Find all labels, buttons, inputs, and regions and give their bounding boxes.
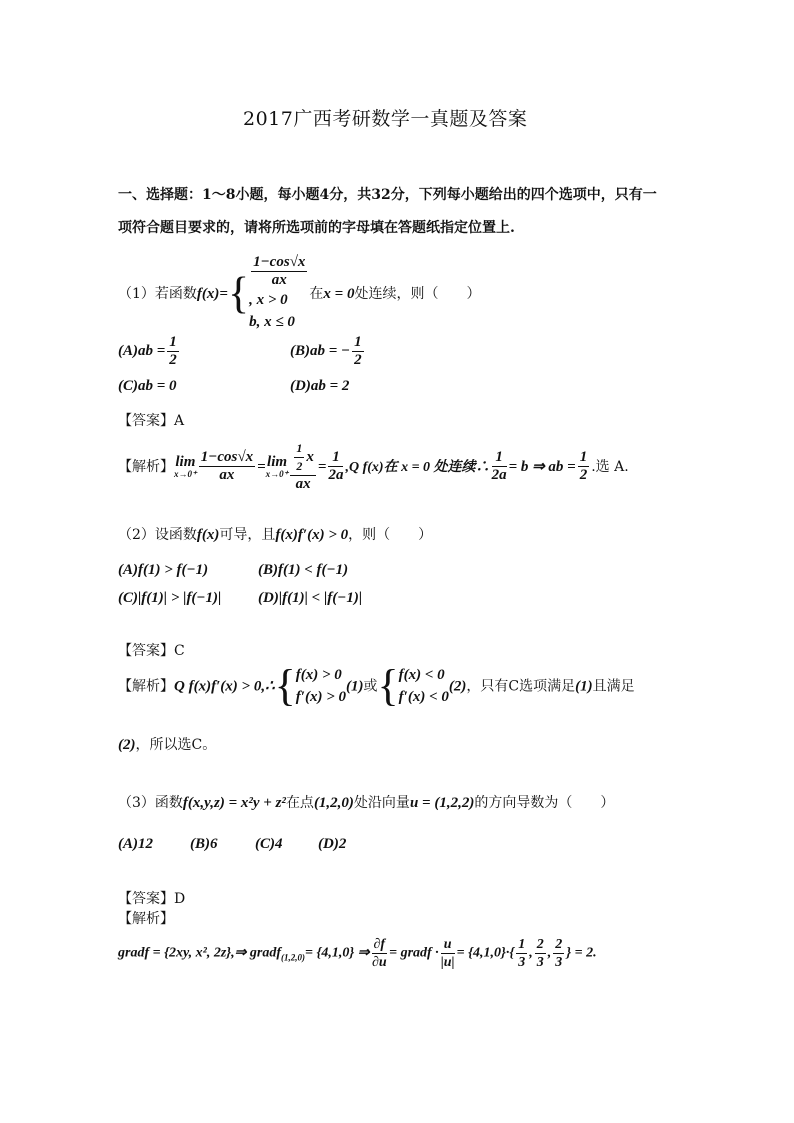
q1-option-c: (C)ab = 0: [118, 378, 177, 394]
q3-stem-c: 处沿向量: [353, 795, 410, 811]
q1-frac4-den: 2a: [491, 467, 507, 483]
q1-option-a: [118, 334, 181, 369]
q1-option-b: [290, 334, 366, 369]
q3-c2-num: 2: [536, 937, 544, 952]
q3-option-c: (C)4: [255, 836, 283, 852]
q3-answer: 【答案】D: [118, 891, 186, 907]
q1-option-a-den: 2: [169, 352, 177, 368]
q1-frac1-den: ax: [219, 467, 235, 483]
q1-end: .选 A.: [591, 459, 629, 475]
q3-stem-u: u = (1,2,2): [409, 795, 475, 811]
q2-sys2-l2: f′(x) < 0: [398, 689, 449, 705]
q3-c1-den: 3: [518, 955, 526, 970]
q2-sys1-l1: f(x) > 0: [295, 667, 342, 683]
q2-a1: Q f(x)f′(x) > 0,∴: [174, 678, 275, 695]
q3-u-num: u: [441, 936, 455, 954]
q2-a4: (2): [448, 678, 467, 695]
q1-lim2-text: lim: [267, 454, 288, 470]
q1-lim1-text: lim: [175, 454, 196, 470]
q2-stem-c: ，则（ ）: [348, 527, 433, 543]
q2-a7: 且满足: [592, 678, 635, 695]
q2-sys1: [296, 664, 346, 708]
q3-sol-b: = {4,1,0} ⇒: [305, 945, 370, 961]
q1-case1-num: 1−cos√x: [253, 254, 306, 270]
q1-lim1-sub: x→0⁺: [174, 469, 197, 479]
q3-stem-f: f(x,y,z) = x²y + z²: [182, 795, 286, 811]
q1-tail: 在: [309, 286, 324, 302]
q2-a3: 或: [363, 678, 378, 695]
q3-stem-a: （3）函数: [118, 795, 183, 811]
q3-sol-e: } = 2.: [566, 945, 597, 961]
q3-stem: [118, 792, 614, 812]
q1-number: （1）若函数: [118, 286, 197, 302]
q1-answer: 【答案】A: [118, 413, 185, 429]
q1-frac2: [290, 440, 316, 493]
q2-sys2: [399, 664, 449, 708]
q2-a5: ，只有C选项满足: [466, 678, 576, 695]
q3-d-den: ∂u: [371, 955, 387, 970]
q2-cont-b: ，所以选C。: [135, 737, 217, 753]
q1-fx: f(x)=: [196, 286, 228, 302]
q1-lim2-sub: x→0⁺: [265, 469, 289, 479]
q2-cont-a: (2): [118, 737, 136, 753]
q3-d-num: ∂f: [373, 937, 386, 952]
q3-analysis-label: 【解析】: [118, 911, 174, 927]
q1-tail2: 处连续，则（ ）: [354, 286, 481, 302]
q1-stem: [118, 254, 480, 333]
q2-analysis-label: 【解析】: [118, 678, 174, 695]
q3-sol-d: = {4,1,0}·{: [456, 945, 515, 961]
q2-answer: 【答案】C: [118, 643, 185, 659]
q3-c3-num: 2: [555, 937, 563, 952]
q3-stem-b: 在点: [285, 795, 314, 811]
q2-a6: (1): [575, 678, 593, 695]
q1-frac2-den: ax: [295, 476, 311, 492]
q1-mid2: = b ⇒ ab =: [508, 459, 576, 475]
q1-lim1: [174, 454, 197, 479]
q2-stem: [118, 524, 432, 544]
q1-frac2-inner-den: 2: [296, 459, 303, 473]
q3-sol-c: = gradf ·: [389, 945, 439, 961]
q2-sys1-l2: f′(x) > 0: [295, 689, 347, 705]
q1-case1-cond: , x > 0: [249, 292, 288, 308]
q3-sol-a: gradf = {2xy, x², 2z},⇒ gradf: [118, 945, 282, 961]
q3-option-d: (D)2: [318, 836, 347, 852]
q3-option-a: (A)12: [118, 836, 153, 852]
q3-solution: gradf = {2xy, x², 2z},⇒ gradf$_{(1,2,0)}$= {4,1,0} ⇒ $\frac{\partial f}{\partial u}$ = gradf · $\frac{u}{|u|}$ = {4,1,0}·{ $\frac{1}{3}$ , $\frac{2}{3}$ , $\frac{2}{3}$ } = 2.: [118, 937, 597, 970]
section-heading-line2: 项符合题目要求的，请将所选项前的字母填在答题纸指定位置上.: [118, 220, 515, 236]
q1-analysis-label: 【解析】: [118, 459, 174, 475]
q2-stem-fx: f(x): [196, 527, 220, 543]
q1-cases: [249, 254, 309, 333]
q1-analysis: 【解析】 lim x→0⁺ $\frac{1-\cos√x}{ax}$ = lim x→0⁺ $\frac{1}{2}$ x ax = $\frac{1}{2a}$ ,Q f(x)在 x = 0 处连续∴ $\frac{1}{2a}$ = b ⇒ ab = $\frac{1}{2}$ .选 A.: [118, 441, 629, 492]
q1-mid: ,Q f(x)在 x = 0 处连续∴: [345, 460, 490, 475]
q1-option-b-den: 2: [354, 352, 362, 368]
q2-analysis-cont: [118, 734, 216, 754]
q1-option-b-num: 1: [354, 334, 362, 350]
q1-frac5-den: 2: [579, 467, 588, 483]
q1-frac1-num: 1−cos√x: [200, 449, 254, 465]
q1-option-a-num: 1: [169, 334, 177, 350]
q3-c1-num: 1: [518, 937, 526, 952]
q1-case1-den: ax: [271, 272, 287, 288]
q1-frac3-den: 2a: [328, 467, 344, 483]
q1-cond: x = 0: [323, 286, 355, 302]
q1-frac5-num: 1: [579, 449, 588, 465]
q1-frac3-num: 1: [328, 449, 343, 467]
q3-stem-pt: (1,2,0): [313, 795, 354, 811]
q2-stem-a: （2）设函数: [118, 527, 197, 543]
q2-option-d: (D)|f(1)| < |f(−1)|: [258, 590, 363, 606]
q2-option-a: (A)f(1) > f(−1): [118, 562, 209, 578]
q3-option-b: (B)6: [190, 836, 218, 852]
q3-sol-sub: (1,2,0): [281, 952, 306, 963]
q1-case2: b, x ≤ 0: [249, 314, 295, 330]
q2-stem-b: 可导，且: [219, 527, 276, 543]
q3-c3-den: 3: [555, 955, 563, 970]
q3-stem-d: 的方向导数为（ ）: [474, 795, 615, 811]
q2-sys2-l1: f(x) < 0: [398, 667, 445, 683]
q2-analysis: 【解析】Q f(x)f′(x) > 0,∴{ f(x) > 0 f′(x) > 0 (1)或{ f(x) < 0 f′(x) < 0 (2)，只有C选项满足(1)且满足: [118, 661, 635, 710]
q1-option-b-label: (B)ab = −: [290, 342, 351, 359]
q1-eq: =: [317, 459, 327, 475]
q2-stem-cond: f(x)f′(x) > 0: [275, 527, 349, 543]
q3-u-den: |u|: [440, 955, 455, 970]
q1-option-a-label: (A)ab =: [118, 342, 166, 359]
q2-a2: (1): [346, 678, 364, 695]
q2-option-c: (C)|f(1)| > |f(−1)|: [118, 590, 222, 606]
q1-brace: {: [227, 268, 250, 318]
section-heading-line1: 一、选择题：1～8小题，每小题4分，共32分，下列每小题给出的四个选项中，只有一: [118, 187, 657, 203]
q2-option-b: (B)f(1) < f(−1): [258, 562, 349, 578]
q1-option-d: (D)ab = 2: [290, 378, 350, 394]
q1-frac4-num: 1: [492, 449, 507, 467]
q1-lim2: [266, 454, 289, 479]
q3-c2-den: 3: [536, 955, 544, 970]
page-title: 2017广西考研数学一真题及答案: [243, 108, 528, 130]
q1-frac2-x: x: [306, 448, 314, 465]
q1-frac2-inner-num: 1: [294, 440, 304, 458]
